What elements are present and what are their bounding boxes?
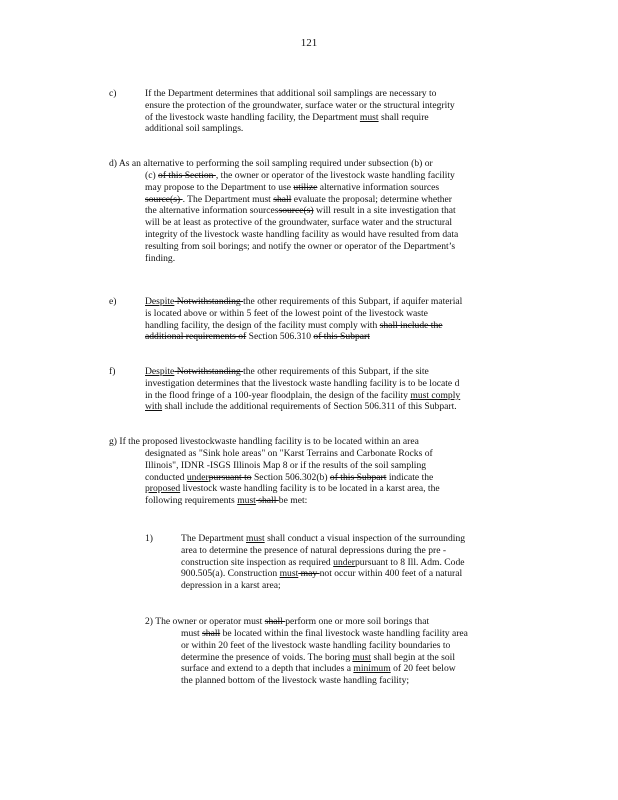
paragraph-g-line-1: g) If the proposed livestockwaste handling facility is to be located within an area (109, 436, 419, 447)
text-run: evaluate the proposal; determine whether (291, 193, 453, 205)
deleted-text: shall (255, 495, 279, 507)
text-run: pursuant to 8 Ill. Adm. Code (354, 556, 465, 568)
text-run: the other requirements of this Subpart, if aquifer material (243, 296, 463, 307)
paragraph-g2-line-1 (145, 616, 429, 628)
text-run: the other requirements of this Subpart, if the site (243, 366, 429, 377)
text-run: must (181, 628, 203, 639)
paragraph-c-marker: c) (109, 88, 117, 99)
paragraph-g1-marker: 1) (145, 533, 153, 544)
inserted-text: must comply (410, 389, 461, 401)
text-run: may propose to the Department to use (145, 181, 294, 193)
text-run: The Department (181, 533, 246, 544)
inserted-text: proposed (145, 483, 181, 495)
paragraph-g-line-2: designated as "Sink hole areas" on "Karst Terrains and Carbonate Rocks of (145, 448, 433, 459)
paragraph-g1-line-2: area to determine the presence of natural depressions during the pre - (181, 544, 447, 556)
deleted-text: may (298, 568, 320, 580)
paragraph-e-line-1 (145, 296, 535, 308)
paragraph-e-line-2: is located above or within 5 feet of the lowest point of the livestock waste (145, 307, 428, 319)
text-run: shall require (378, 111, 429, 123)
text-run: be met: (278, 495, 308, 507)
text-run: 900.505(a). Construction (181, 568, 280, 580)
paragraph-g-line-3: Illinois", IDNR -ISGS Illinois Map 8 or if the results of the soil sampling (145, 459, 427, 471)
paragraph-e-line-4 (145, 331, 535, 343)
inserted-text: must (237, 495, 256, 507)
inserted-text: must (352, 651, 372, 663)
inserted-text: Despite (145, 296, 175, 307)
paragraph-g1-line-4 (181, 568, 531, 580)
page-number: 121 (300, 37, 318, 49)
deleted-text: utilize (293, 181, 318, 193)
paragraph-f-line-4 (145, 401, 535, 413)
paragraph-f-line-1 (145, 366, 535, 378)
paragraph-d-line-1: d) As an alternative to performing the soil sampling required under subsection (b) or (109, 158, 433, 169)
paragraph-d-body (145, 170, 537, 264)
paragraph-d-line-4 (145, 194, 537, 206)
text-run: conducted (145, 471, 187, 483)
text-run: livestock waste handling facility is to be located in a karst area, the (180, 483, 440, 495)
inserted-text: must (279, 568, 299, 580)
text-run: Section 506.302(b) (251, 471, 330, 483)
deleted-text: pursuant to (208, 471, 252, 483)
paragraph-c-line-4: additional soil samplings. (145, 123, 244, 135)
paragraph-d-line-2 (145, 170, 537, 182)
paragraph-e-line-3 (145, 320, 535, 332)
paragraph-c-line-2: ensure the protection of the groundwater, surface water or the structural integrity (145, 99, 455, 111)
deleted-text: of this Subpart (329, 471, 387, 483)
paragraph-d-line-8: resulting from soil borings; and notify the owner or operator of the Department’s (145, 240, 456, 252)
text-run: shall include the additional requirements of Section 506.311 of this Subpart. (162, 401, 457, 413)
paragraph-g2-line-6: the planned bottom of the livestock waste handling facility; (181, 675, 410, 687)
deleted-text: source(s) (145, 193, 183, 205)
deleted-text: source(s) (278, 205, 314, 217)
inserted-text: with (145, 401, 163, 413)
text-run: Section 506.310 (246, 331, 314, 343)
paragraph-d-line-7: integrity of the livestock waste handling facility as would have resulted from data (145, 228, 459, 240)
paragraph-f-line-3 (145, 390, 535, 402)
inserted-text: minimum (353, 663, 391, 675)
deleted-text: of this Section (158, 170, 216, 181)
text-run: shall conduct a visual inspection of the surrounding (264, 533, 466, 544)
text-run: in the flood fringe of a 100-year floodplain, the design of the facility (145, 389, 411, 401)
inserted-text: must (359, 111, 379, 123)
deleted-text: additional requirements of (145, 331, 247, 343)
deleted-text: shall include the (379, 319, 443, 331)
paragraph-c-line-1: If the Department determines that additional soil samplings are necessary to (145, 88, 437, 99)
paragraph-d-line-5 (145, 205, 537, 217)
deleted-text: shall (264, 616, 286, 627)
inserted-text: under (186, 471, 209, 483)
inserted-text: must (246, 533, 265, 544)
text-run: (c) (145, 170, 159, 181)
text-run: will result in a site investigation that (313, 205, 456, 217)
text-run: the alternative information sources (145, 205, 279, 217)
paragraph-f-marker: f) (109, 366, 116, 377)
deleted-text: shall (202, 628, 221, 639)
paragraph-g2-line-3: or within 20 feet of the livestock waste handling facility boundaries to (181, 639, 451, 651)
text-run: be located within the final livestock waste handling facility area (220, 628, 468, 639)
text-run: , the owner or operator of the livestock waste handling facility (215, 170, 455, 181)
text-run: determine the presence of voids. The boring (181, 651, 353, 663)
text-run: handling facility, the design of the facility must comply with (145, 319, 380, 331)
deleted-text: of this Subpart (313, 331, 370, 343)
inserted-text: under (333, 556, 355, 568)
paragraph-g-line-5 (145, 483, 535, 495)
text-run: of 20 feet below (390, 663, 456, 675)
paragraph-d-line-9: finding. (145, 252, 176, 264)
paragraph-g2-body (181, 628, 533, 687)
paragraph-g2-line-5 (181, 663, 533, 675)
deleted-text: Notwithstanding (174, 366, 244, 377)
paragraph-g1-line-1 (181, 533, 531, 545)
paragraph-f-body (145, 366, 535, 413)
text-run: surface and extend to a depth that includes a (181, 663, 354, 675)
paragraph-g2-line-4 (181, 652, 533, 664)
text-run: . The Department must (182, 193, 274, 205)
text-run: of the livestock waste handling facility, the Department (145, 111, 360, 123)
text-run: perform one or more soil borings that (285, 616, 430, 627)
paragraph-g-line-6 (145, 495, 535, 507)
inserted-text: Despite (145, 366, 175, 377)
text-run: following requirements (145, 495, 238, 507)
paragraph-g2-line-2 (181, 628, 533, 640)
text-run: not occur within 400 feet of a natural (319, 568, 463, 580)
paragraph-d-line-3 (145, 182, 537, 194)
text-run: shall begin at the soil (371, 651, 455, 663)
paragraph-g1-body (181, 533, 531, 592)
paragraph-c-line-3 (145, 112, 531, 124)
text-run: construction site inspection as required (181, 556, 334, 568)
paragraph-g1-line-3 (181, 557, 531, 569)
paragraph-g1-line-5: depression in a karst area; (181, 580, 281, 592)
text-run: indicate the (386, 471, 434, 483)
deleted-text: shall (273, 193, 292, 205)
text-run: alternative information sources (317, 181, 440, 193)
paragraph-c-body (145, 88, 531, 135)
text-run: 2) The owner or operator must (145, 616, 265, 627)
paragraph-g-body (145, 448, 535, 507)
paragraph-g-line-4 (145, 472, 535, 484)
paragraph-d-line-6: will be at least as protective of the groundwater, surface water and the structural (145, 217, 453, 229)
paragraph-e-body (145, 296, 535, 343)
deleted-text: Notwithstanding (174, 296, 244, 307)
paragraph-e-marker: e) (109, 296, 117, 307)
paragraph-f-line-2: investigation determines that the livestock waste handling facility is to be locate d (145, 377, 460, 389)
